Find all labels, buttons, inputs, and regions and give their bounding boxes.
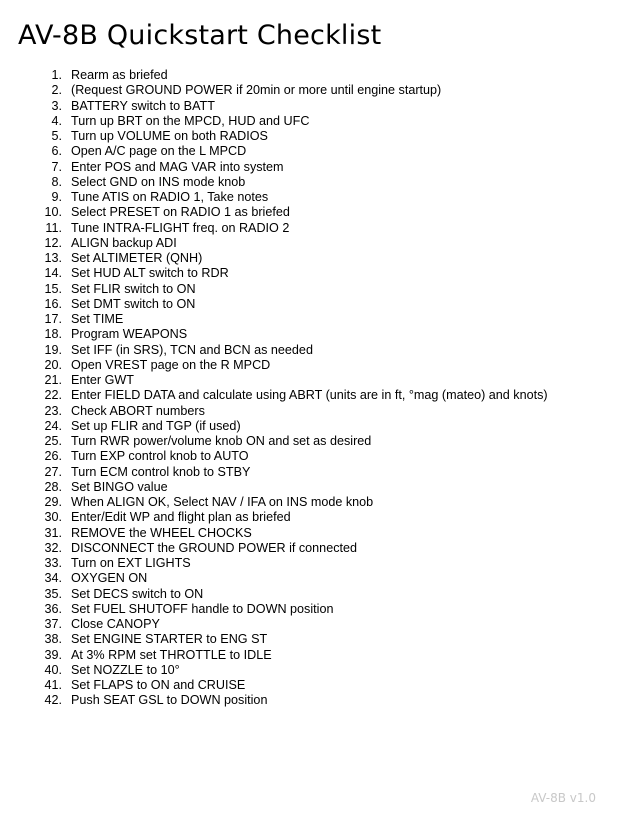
checklist-item-number: 40. — [44, 662, 62, 677]
checklist-item-text: Tune INTRA-FLIGHT freq. on RADIO 2 — [71, 220, 290, 235]
checklist-item-text: Set DMT switch to ON — [71, 296, 196, 311]
checklist-item-number: 7. — [51, 159, 62, 174]
checklist-item-text: Set BINGO value — [71, 479, 168, 494]
checklist-item-number: 17. — [44, 312, 62, 326]
checklist-item-number: 35. — [44, 586, 62, 601]
checklist-item-number: 31. — [44, 525, 62, 540]
checklist-item-text: Set TIME — [71, 312, 124, 326]
checklist-item-text: Turn EXP control knob to AUTO — [71, 449, 249, 464]
checklist-item-text: Enter FIELD DATA and calculate using ABRT (units are in ft, °mag (mateo) and knots) — [71, 388, 548, 403]
checklist-item-text: Set IFF (in SRS), TCN and BCN as needed — [71, 342, 313, 357]
checklist-item-number: 36. — [44, 601, 62, 616]
checklist-item-number: 29. — [44, 495, 62, 509]
checklist-item-text: REMOVE the WHEEL CHOCKS — [71, 525, 252, 540]
checklist-item-text: Open VREST page on the R MPCD — [71, 357, 271, 372]
checklist-item-number: 26. — [44, 449, 62, 464]
page-title: AV-8B Quickstart Checklist — [18, 20, 382, 51]
checklist-item-text: Push SEAT GSL to DOWN position — [71, 693, 268, 708]
checklist-item-number: 24. — [44, 418, 62, 433]
checklist-item-number: 16. — [44, 296, 62, 311]
checklist-item-text: Set FLIR switch to ON — [71, 281, 196, 296]
checklist-item-number: 33. — [44, 556, 62, 570]
checklist-item-text: Turn on EXT LIGHTS — [71, 556, 191, 570]
checklist-item-text: Open A/C page on the L MPCD — [71, 144, 247, 159]
checklist-item-text: Set up FLIR and TGP (if used) — [71, 418, 241, 433]
checklist-item-number: 32. — [44, 540, 62, 555]
checklist-item-text: When ALIGN OK, Select NAV / IFA on INS mode knob — [71, 495, 374, 509]
checklist-item-number: 22. — [44, 388, 62, 403]
checklist-item-number: 21. — [44, 373, 62, 387]
checklist-item-number: 28. — [44, 479, 62, 494]
checklist-item-number: 37. — [44, 617, 62, 631]
checklist-item-text: At 3% RPM set THROTTLE to IDLE — [71, 647, 272, 662]
checklist-item-number: 20. — [44, 357, 62, 372]
checklist-item-text: Rearm as briefed — [71, 68, 168, 82]
checklist-item-number: 25. — [44, 434, 62, 448]
checklist-item-number: 19. — [44, 342, 62, 357]
checklist-item-number: 39. — [44, 647, 62, 662]
checklist-item-text: ALIGN backup ADI — [71, 235, 177, 250]
checklist-item-number: 42. — [44, 693, 62, 708]
checklist-item-number: 2. — [51, 83, 62, 98]
checklist-item-number: 11. — [45, 220, 62, 235]
checklist-item-number: 8. — [51, 174, 62, 189]
checklist-item-text: Set FUEL SHUTOFF handle to DOWN position — [71, 601, 334, 616]
checklist-item-number: 4. — [51, 113, 62, 128]
checklist-item-number: 38. — [44, 632, 62, 647]
checklist-item-text: DISCONNECT the GROUND POWER if connected — [71, 540, 357, 555]
checklist-item-number: 3. — [51, 98, 62, 113]
checklist-item-text: Enter POS and MAG VAR into system — [71, 159, 284, 174]
checklist-item-number: 14. — [44, 266, 62, 281]
checklist-item-text: Check ABORT numbers — [71, 403, 205, 418]
checklist-item-text: Enter/Edit WP and flight plan as briefed — [71, 510, 291, 525]
checklist-item-text: Set NOZZLE to 10° — [71, 662, 180, 677]
checklist-item-text: Set ENGINE STARTER to ENG ST — [71, 632, 268, 647]
checklist-item-number: 9. — [51, 190, 62, 204]
checklist-item-text: Close CANOPY — [71, 617, 160, 631]
checklist-item-number: 6. — [51, 144, 62, 159]
checklist-item-text: OXYGEN ON — [71, 571, 148, 586]
checklist-item-text: Enter GWT — [71, 373, 134, 387]
checklist-item-number: 18. — [44, 327, 62, 342]
checklist-item-number: 27. — [44, 464, 62, 479]
checklist-item-text: Turn up VOLUME on both RADIOS — [71, 129, 268, 143]
checklist-item-text: Set FLAPS to ON and CRUISE — [71, 678, 246, 692]
version-footer: AV-8B v1.0 — [530, 791, 596, 805]
checklist-item-text: (Request GROUND POWER if 20min or more until engine startup) — [71, 83, 442, 98]
checklist-item-text: Set DECS switch to ON — [71, 586, 204, 601]
checklist-item-number: 15. — [44, 281, 62, 296]
checklist-item-text: Turn ECM control knob to STBY — [71, 464, 251, 479]
checklist-item-number: 12. — [44, 235, 62, 250]
checklist-item-text: Select GND on INS mode knob — [71, 174, 246, 189]
checklist-item-number: 34. — [44, 571, 62, 586]
checklist-item-text: Set HUD ALT switch to RDR — [71, 266, 229, 281]
checklist-item-number: 5. — [51, 129, 62, 143]
checklist-item-text: BATTERY switch to BATT — [71, 98, 215, 113]
checklist-item-number: 1. — [51, 68, 62, 82]
checklist-item-text: Tune ATIS on RADIO 1, Take notes — [71, 190, 269, 204]
checklist-item-text: Turn up BRT on the MPCD, HUD and UFC — [71, 113, 310, 128]
checklist-item-text: Select PRESET on RADIO 1 as briefed — [71, 205, 290, 220]
checklist-item-text: Program WEAPONS — [71, 327, 188, 342]
checklist-item-number: 23. — [44, 403, 62, 418]
checklist-item-number: 10. — [44, 205, 62, 220]
checklist-item-text: Turn RWR power/volume knob ON and set as desired — [71, 434, 372, 448]
checklist-item-text: Set ALTIMETER (QNH) — [71, 251, 203, 265]
checklist-item-number: 41. — [44, 678, 62, 692]
checklist-item-number: 13. — [44, 251, 62, 265]
checklist-item-number: 30. — [44, 510, 62, 525]
